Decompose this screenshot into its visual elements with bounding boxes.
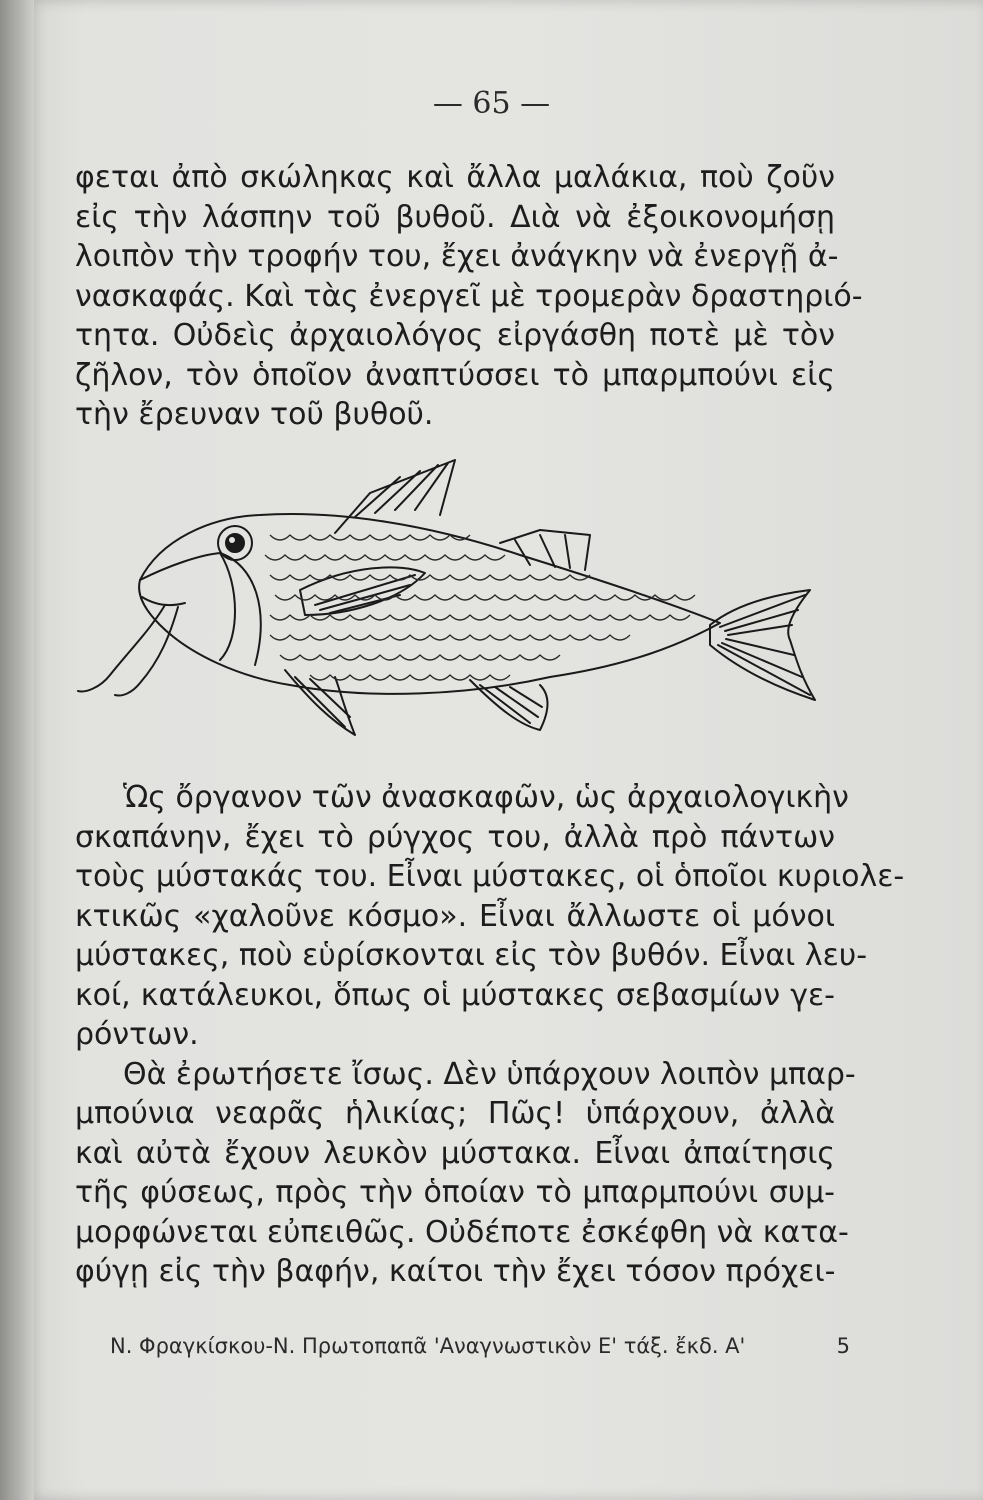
text-line: κοί, κατάλευκοι, ὅπως οἱ μύστακες σεβασμίων γε-: [75, 977, 835, 1013]
footer-credit: Ν. Φραγκίσκου-Ν. Πρωτοπαπᾶ 'Αναγνωστικὸν Ε' τάξ. ἔκδ. Α': [110, 1334, 746, 1358]
text-line: τὴν ἔρευναν τοῦ βυθοῦ.: [75, 397, 434, 432]
text-line: ρόντων.: [75, 1017, 199, 1052]
signature-mark: 5: [836, 1334, 850, 1358]
text-line: φύγῃ εἰς τὴν βαφήν, καίτοι τὴν ἔχει τόσον πρόχει-: [75, 1254, 836, 1289]
text-line: εἰς τὴν λάσπην τοῦ βυθοῦ. Διὰ νὰ ἐξοικονομήσῃ: [75, 199, 835, 235]
text-line: τητα. Οὐδεὶς ἀρχαιολόγος εἰργάσθη ποτὲ μὲ τὸν: [75, 318, 835, 353]
text-line: σκαπάνην, ἔχει τὸ ρύγχος του, ἀλλὰ πρὸ πάντων: [75, 819, 835, 855]
page-footer: [110, 1334, 850, 1358]
text-line: λοιπὸν τὴν τροφήν του, ἔχει ἀνάγκην νὰ ἐνεργῇ ἀ-: [75, 239, 839, 274]
text-line: τῆς φύσεως, πρὸς τὴν ὁποίαν τὸ μπαρμπούνι συμ-: [75, 1175, 835, 1210]
text-line: Ὡς ὄργανον τῶν ἀνασκαφῶν, ὡς ἀρχαιολογικὴν: [123, 780, 849, 815]
text-line: τοὺς μύστακάς του. Εἶναι μύστακες, οἱ ὁποῖοι κυριολε-: [75, 859, 905, 894]
text-line: κτικῶς «χαλοῦνε κόσμο». Εἶναι ἄλλωστε οἱ μόνοι: [75, 898, 835, 934]
paragraph-2: [75, 778, 905, 1292]
text-line: μπούνια νεαρᾶς ἡλικίας; Πῶς! ὑπάρχουν, ἀλλὰ: [75, 1096, 835, 1131]
text-line: ζῆλον, τὸν ὁποῖον ἀναπτύσσει τὸ μπαρμπούνι εἰς: [75, 357, 835, 393]
text-line: μορφώνεται εὐπειθῶς. Οὐδέποτε ἐσκέφθη νὰ κατα-: [75, 1214, 849, 1250]
page-number: — 65 —: [432, 86, 551, 121]
book-spine-shadow: [0, 0, 34, 1500]
text-line: φεται ἀπὸ σκώληκας καὶ ἄλλα μαλάκια, ποὺ ζοῦν: [75, 160, 835, 195]
text-line: καὶ αὐτὰ ἔχουν λευκὸν μύστακα. Εἶναι ἀπαίτησις: [75, 1135, 835, 1171]
text-line: μύστακες, ποὺ εὑρίσκονται εἰς τὸν βυθόν. Εἶναι λευ-: [75, 938, 868, 973]
paragraph-1: [75, 158, 863, 435]
text-line: Θὰ ἐρωτήσετε ἴσως. Δὲν ὑπάρχουν λοιπὸν μπαρ-: [123, 1056, 856, 1092]
text-line: νασκαφάς. Καὶ τὰς ἐνεργεῖ μὲ τρομερὰν δραστηριό-: [75, 278, 863, 314]
red-mullet-fish-icon: [70, 455, 830, 755]
